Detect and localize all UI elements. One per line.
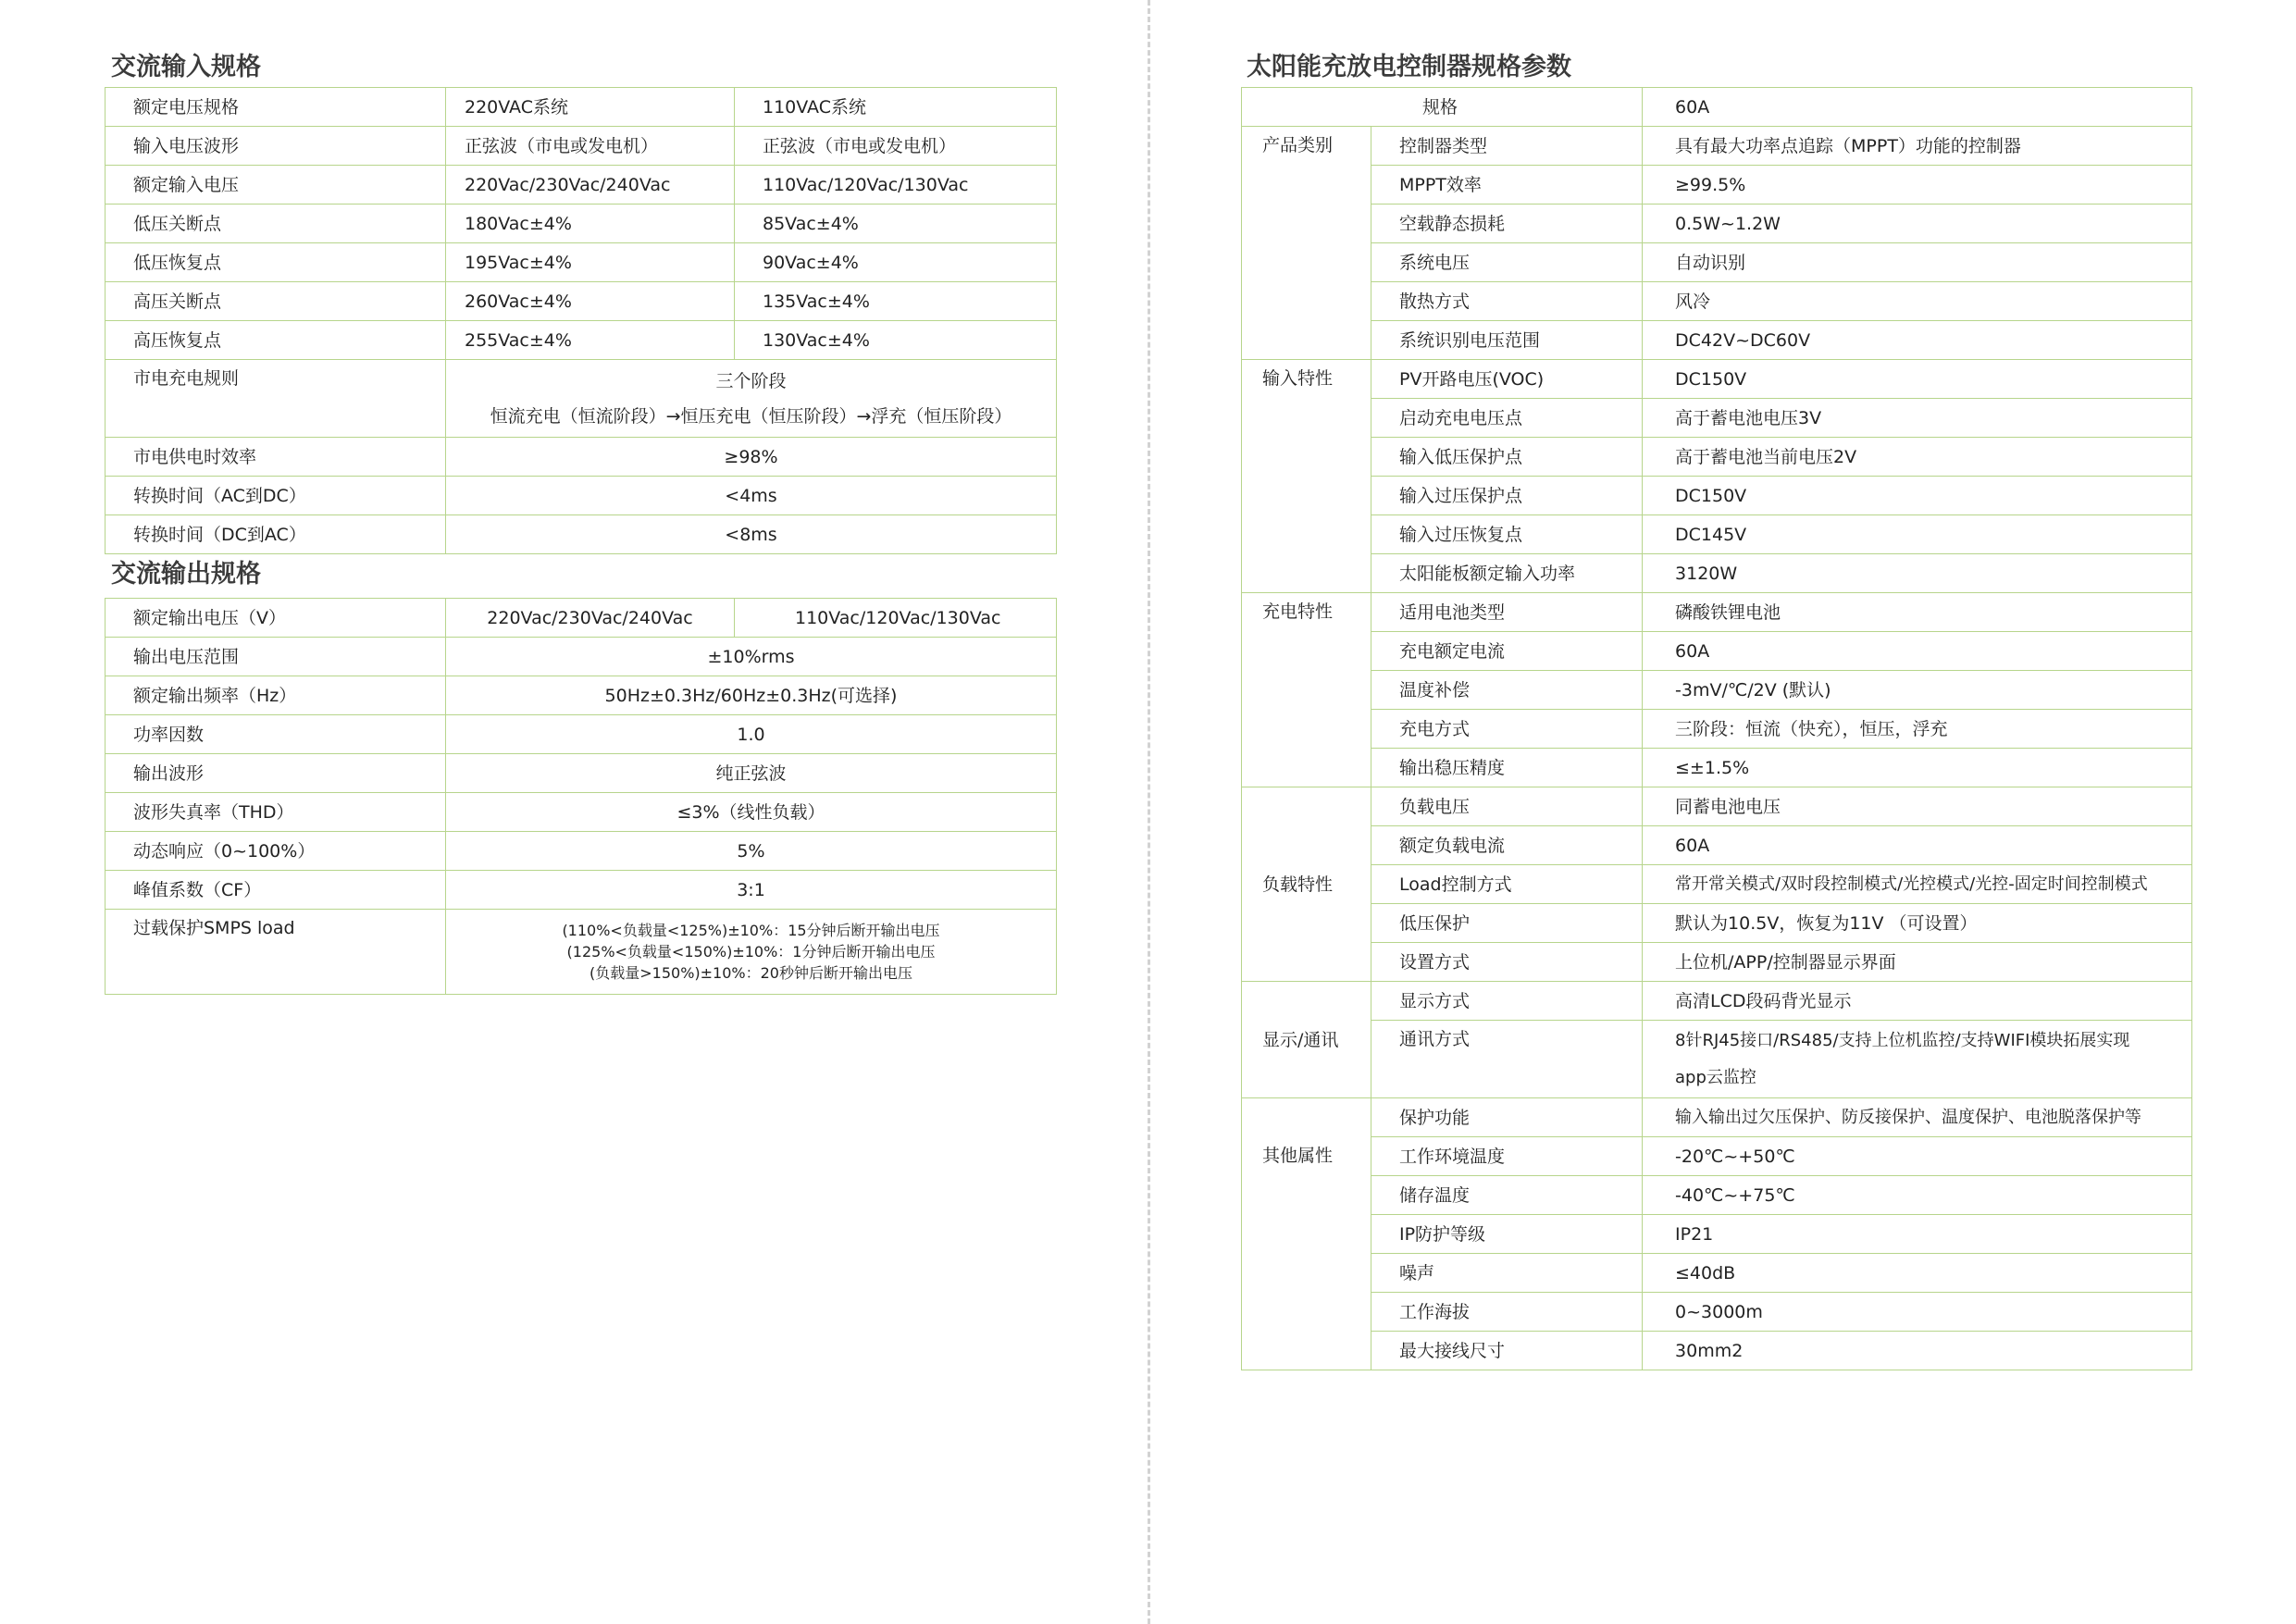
row-value: 风冷	[1643, 282, 2192, 321]
group-charging: 充电特性	[1242, 593, 1371, 787]
value-110v: 135Vac±4%	[735, 282, 1057, 321]
table-row	[1242, 1293, 2192, 1332]
row-label: 输入低压保护点	[1371, 438, 1643, 477]
row-value: 50Hz±0.3Hz/60Hz±0.3Hz(可选择)	[446, 676, 1057, 715]
row-value: <4ms	[446, 477, 1057, 515]
row-value: 默认为10.5V，恢复为11V （可设置）	[1643, 904, 2192, 943]
table-row	[1242, 554, 2192, 593]
page-fold-divider	[1148, 0, 1150, 1624]
row-label: 功率因数	[105, 715, 446, 754]
table-row	[105, 360, 1057, 438]
row-label: 转换时间（AC到DC）	[105, 477, 446, 515]
row-value: DC150V	[1643, 360, 2192, 399]
row-value: -3mV/℃/2V (默认)	[1643, 671, 2192, 710]
table-row	[1242, 1021, 2192, 1098]
table-row	[105, 127, 1057, 166]
value-220v: 180Vac±4%	[446, 205, 735, 243]
row-label: 温度补偿	[1371, 671, 1643, 710]
table-row	[1242, 88, 2192, 127]
table-row	[1242, 205, 2192, 243]
table-row	[105, 676, 1057, 715]
table-row	[1242, 166, 2192, 205]
table-row	[1242, 399, 2192, 438]
row-value: DC150V	[1643, 477, 2192, 515]
row-value: 0~3000m	[1643, 1293, 2192, 1332]
row-label: 市电供电时效率	[105, 438, 446, 477]
value-220v: 260Vac±4%	[446, 282, 735, 321]
row-value	[1643, 1021, 2192, 1098]
table-row	[105, 910, 1057, 995]
row-label: IP防护等级	[1371, 1215, 1643, 1254]
row-value: -20℃~+50℃	[1643, 1137, 2192, 1176]
table-row	[1242, 632, 2192, 671]
row-value: ≤40dB	[1643, 1254, 2192, 1293]
row-label: 波形失真率（THD）	[105, 793, 446, 832]
ac-output-title: 交流输出规格	[111, 560, 261, 589]
group-input: 输入特性	[1242, 360, 1371, 593]
row-value: DC42V~DC60V	[1643, 321, 2192, 360]
value-220v: 255Vac±4%	[446, 321, 735, 360]
row-label: 保护功能	[1371, 1098, 1643, 1137]
table-row	[1242, 1137, 2192, 1176]
row-label: Load控制方式	[1371, 865, 1643, 904]
table-row	[1242, 943, 2192, 982]
table-row	[1242, 749, 2192, 787]
table-row	[1242, 904, 2192, 943]
row-value: 60A	[1643, 826, 2192, 865]
row-label: 额定输出频率（Hz）	[105, 676, 446, 715]
row-value: 3:1	[446, 871, 1057, 910]
row-value: -40℃~+75℃	[1643, 1176, 2192, 1215]
group-product-type: 产品类别	[1242, 127, 1371, 360]
row-value: IP21	[1643, 1215, 2192, 1254]
table-row	[1242, 982, 2192, 1021]
table-row	[1242, 515, 2192, 554]
row-value: 常开常关模式/双时段控制模式/光控模式/光控-固定时间控制模式	[1643, 865, 2192, 904]
value-220v: 220Vac/230Vac/240Vac	[446, 166, 735, 205]
table-row	[1242, 1332, 2192, 1370]
table-row	[105, 793, 1057, 832]
row-label: 启动充电电压点	[1371, 399, 1643, 438]
value-220v: 220VAC系统	[446, 88, 735, 127]
row-value: DC145V	[1643, 515, 2192, 554]
row-label: 额定电压规格	[105, 88, 446, 127]
row-label: 低压保护	[1371, 904, 1643, 943]
row-label: MPPT效率	[1371, 166, 1643, 205]
overload-line: (125%<负载量<150%)±10%：1分钟后断开输出电压	[566, 943, 936, 961]
table-row	[1242, 321, 2192, 360]
spec-header-label: 规格	[1242, 88, 1643, 127]
table-row	[1242, 360, 2192, 399]
value-110v: 110Vac/120Vac/130Vac	[735, 599, 1057, 638]
table-row	[105, 515, 1057, 554]
table-row	[1242, 710, 2192, 749]
table-row	[1242, 1254, 2192, 1293]
spec-header-value: 60A	[1643, 88, 2192, 127]
overload-line: (110%<负载量<125%)±10%：15分钟后断开输出电压	[562, 922, 940, 939]
row-label: 工作海拔	[1371, 1293, 1643, 1332]
row-label: 负载电压	[1371, 787, 1643, 826]
overload-value	[446, 910, 1057, 995]
row-label: 额定输出电压（V）	[105, 599, 446, 638]
charge-rule-value	[446, 360, 1057, 438]
value-110v: 正弦波（市电或发电机）	[735, 127, 1057, 166]
row-value: 三阶段：恒流（快充），恒压，浮充	[1643, 710, 2192, 749]
row-value: ≥99.5%	[1643, 166, 2192, 205]
row-label: 充电方式	[1371, 710, 1643, 749]
row-label: 工作环境温度	[1371, 1137, 1643, 1176]
row-label: PV开路电压(VOC)	[1371, 360, 1643, 399]
row-label: 输出波形	[105, 754, 446, 793]
table-row	[105, 282, 1057, 321]
value-110v: 130Vac±4%	[735, 321, 1057, 360]
controller-table	[1241, 87, 2192, 1370]
ac-output-table	[105, 598, 1057, 995]
row-label: 太阳能板额定输入功率	[1371, 554, 1643, 593]
row-value: 输入输出过欠压保护、防反接保护、温度保护、电池脱落保护等	[1643, 1098, 2192, 1137]
table-row	[105, 477, 1057, 515]
value-220v: 195Vac±4%	[446, 243, 735, 282]
table-row	[105, 754, 1057, 793]
row-label: 系统电压	[1371, 243, 1643, 282]
row-value: ≥98%	[446, 438, 1057, 477]
row-value: 上位机/APP/控制器显示界面	[1643, 943, 2192, 982]
table-row	[1242, 243, 2192, 282]
row-label: 控制器类型	[1371, 127, 1643, 166]
row-label: 输出稳压精度	[1371, 749, 1643, 787]
row-value: 自动识别	[1643, 243, 2192, 282]
row-value: <8ms	[446, 515, 1057, 554]
table-row	[105, 243, 1057, 282]
value-110v: 85Vac±4%	[735, 205, 1057, 243]
row-value: 5%	[446, 832, 1057, 871]
table-row	[105, 638, 1057, 676]
row-label: 输入过压保护点	[1371, 477, 1643, 515]
row-value: 高清LCD段码背光显示	[1643, 982, 2192, 1021]
value-220v: 正弦波（市电或发电机）	[446, 127, 735, 166]
table-row	[1242, 593, 2192, 632]
row-label: 储存温度	[1371, 1176, 1643, 1215]
ac-input-table	[105, 87, 1057, 554]
row-label: 显示方式	[1371, 982, 1643, 1021]
row-value: ≤3%（线性负载）	[446, 793, 1057, 832]
value-110v: 110VAC系统	[735, 88, 1057, 127]
table-row	[1242, 477, 2192, 515]
row-label: 转换时间（DC到AC）	[105, 515, 446, 554]
row-value: 高于蓄电池当前电压2V	[1643, 438, 2192, 477]
table-row	[105, 599, 1057, 638]
table-row	[1242, 787, 2192, 826]
row-label: 输出电压范围	[105, 638, 446, 676]
table-row	[105, 832, 1057, 871]
row-label: 最大接线尺寸	[1371, 1332, 1643, 1370]
table-row	[105, 871, 1057, 910]
row-label: 空载静态损耗	[1371, 205, 1643, 243]
row-value: 1.0	[446, 715, 1057, 754]
table-row	[105, 321, 1057, 360]
table-row	[105, 88, 1057, 127]
controller-title: 太阳能充放电控制器规格参数	[1247, 53, 1571, 81]
row-value: 30mm2	[1643, 1332, 2192, 1370]
table-row	[1242, 438, 2192, 477]
table-row	[1242, 282, 2192, 321]
table-row	[1242, 127, 2192, 166]
group-display-comm: 显示/通讯	[1242, 982, 1371, 1098]
value-220v: 220Vac/230Vac/240Vac	[446, 599, 735, 638]
row-label: 通讯方式	[1371, 1021, 1643, 1098]
row-label: 市电充电规则	[105, 360, 446, 438]
row-label: 额定输入电压	[105, 166, 446, 205]
row-value: 3120W	[1643, 554, 2192, 593]
table-row	[1242, 1215, 2192, 1254]
table-row	[1242, 671, 2192, 710]
row-label: 噪声	[1371, 1254, 1643, 1293]
row-label: 散热方式	[1371, 282, 1643, 321]
charge-rule-line: 三个阶段	[715, 370, 787, 391]
row-label: 高压恢复点	[105, 321, 446, 360]
row-label: 系统识别电压范围	[1371, 321, 1643, 360]
table-row	[105, 715, 1057, 754]
table-row	[105, 438, 1057, 477]
table-row	[105, 205, 1057, 243]
comm-line: app云监控	[1675, 1067, 1756, 1087]
row-value: ≤±1.5%	[1643, 749, 2192, 787]
value-110v: 90Vac±4%	[735, 243, 1057, 282]
group-other: 其他属性	[1242, 1098, 1371, 1370]
row-value: 60A	[1643, 632, 2192, 671]
row-value: 0.5W~1.2W	[1643, 205, 2192, 243]
row-label: 峰值系数（CF）	[105, 871, 446, 910]
row-value: 高于蓄电池电压3V	[1643, 399, 2192, 438]
group-load: 负载特性	[1242, 787, 1371, 982]
row-label: 适用电池类型	[1371, 593, 1643, 632]
row-value: 具有最大功率点追踪（MPPT）功能的控制器	[1643, 127, 2192, 166]
table-row	[1242, 1098, 2192, 1137]
row-label: 低压关断点	[105, 205, 446, 243]
row-label: 动态响应（0~100%）	[105, 832, 446, 871]
row-value: 纯正弦波	[446, 754, 1057, 793]
row-label: 充电额定电流	[1371, 632, 1643, 671]
row-label: 额定负载电流	[1371, 826, 1643, 865]
row-label: 输入过压恢复点	[1371, 515, 1643, 554]
row-value: ±10%rms	[446, 638, 1057, 676]
row-label: 低压恢复点	[105, 243, 446, 282]
row-label: 过载保护SMPS load	[105, 910, 446, 995]
row-label: 高压关断点	[105, 282, 446, 321]
table-row	[1242, 865, 2192, 904]
row-value: 同蓄电池电压	[1643, 787, 2192, 826]
charge-rule-line: 恒流充电（恒流阶段）→恒压充电（恒压阶段）→浮充（恒压阶段）	[490, 405, 1012, 427]
comm-line: 8针RJ45接口/RS485/支持上位机监控/支持WIFI模块拓展实现	[1675, 1030, 2130, 1050]
table-row	[105, 166, 1057, 205]
row-value: 磷酸铁锂电池	[1643, 593, 2192, 632]
value-110v: 110Vac/120Vac/130Vac	[735, 166, 1057, 205]
table-row	[1242, 1176, 2192, 1215]
ac-input-title: 交流输入规格	[111, 53, 261, 81]
table-row	[1242, 826, 2192, 865]
row-label: 输入电压波形	[105, 127, 446, 166]
row-label: 设置方式	[1371, 943, 1643, 982]
overload-line: (负载量>150%)±10%：20秒钟后断开输出电压	[590, 964, 912, 982]
